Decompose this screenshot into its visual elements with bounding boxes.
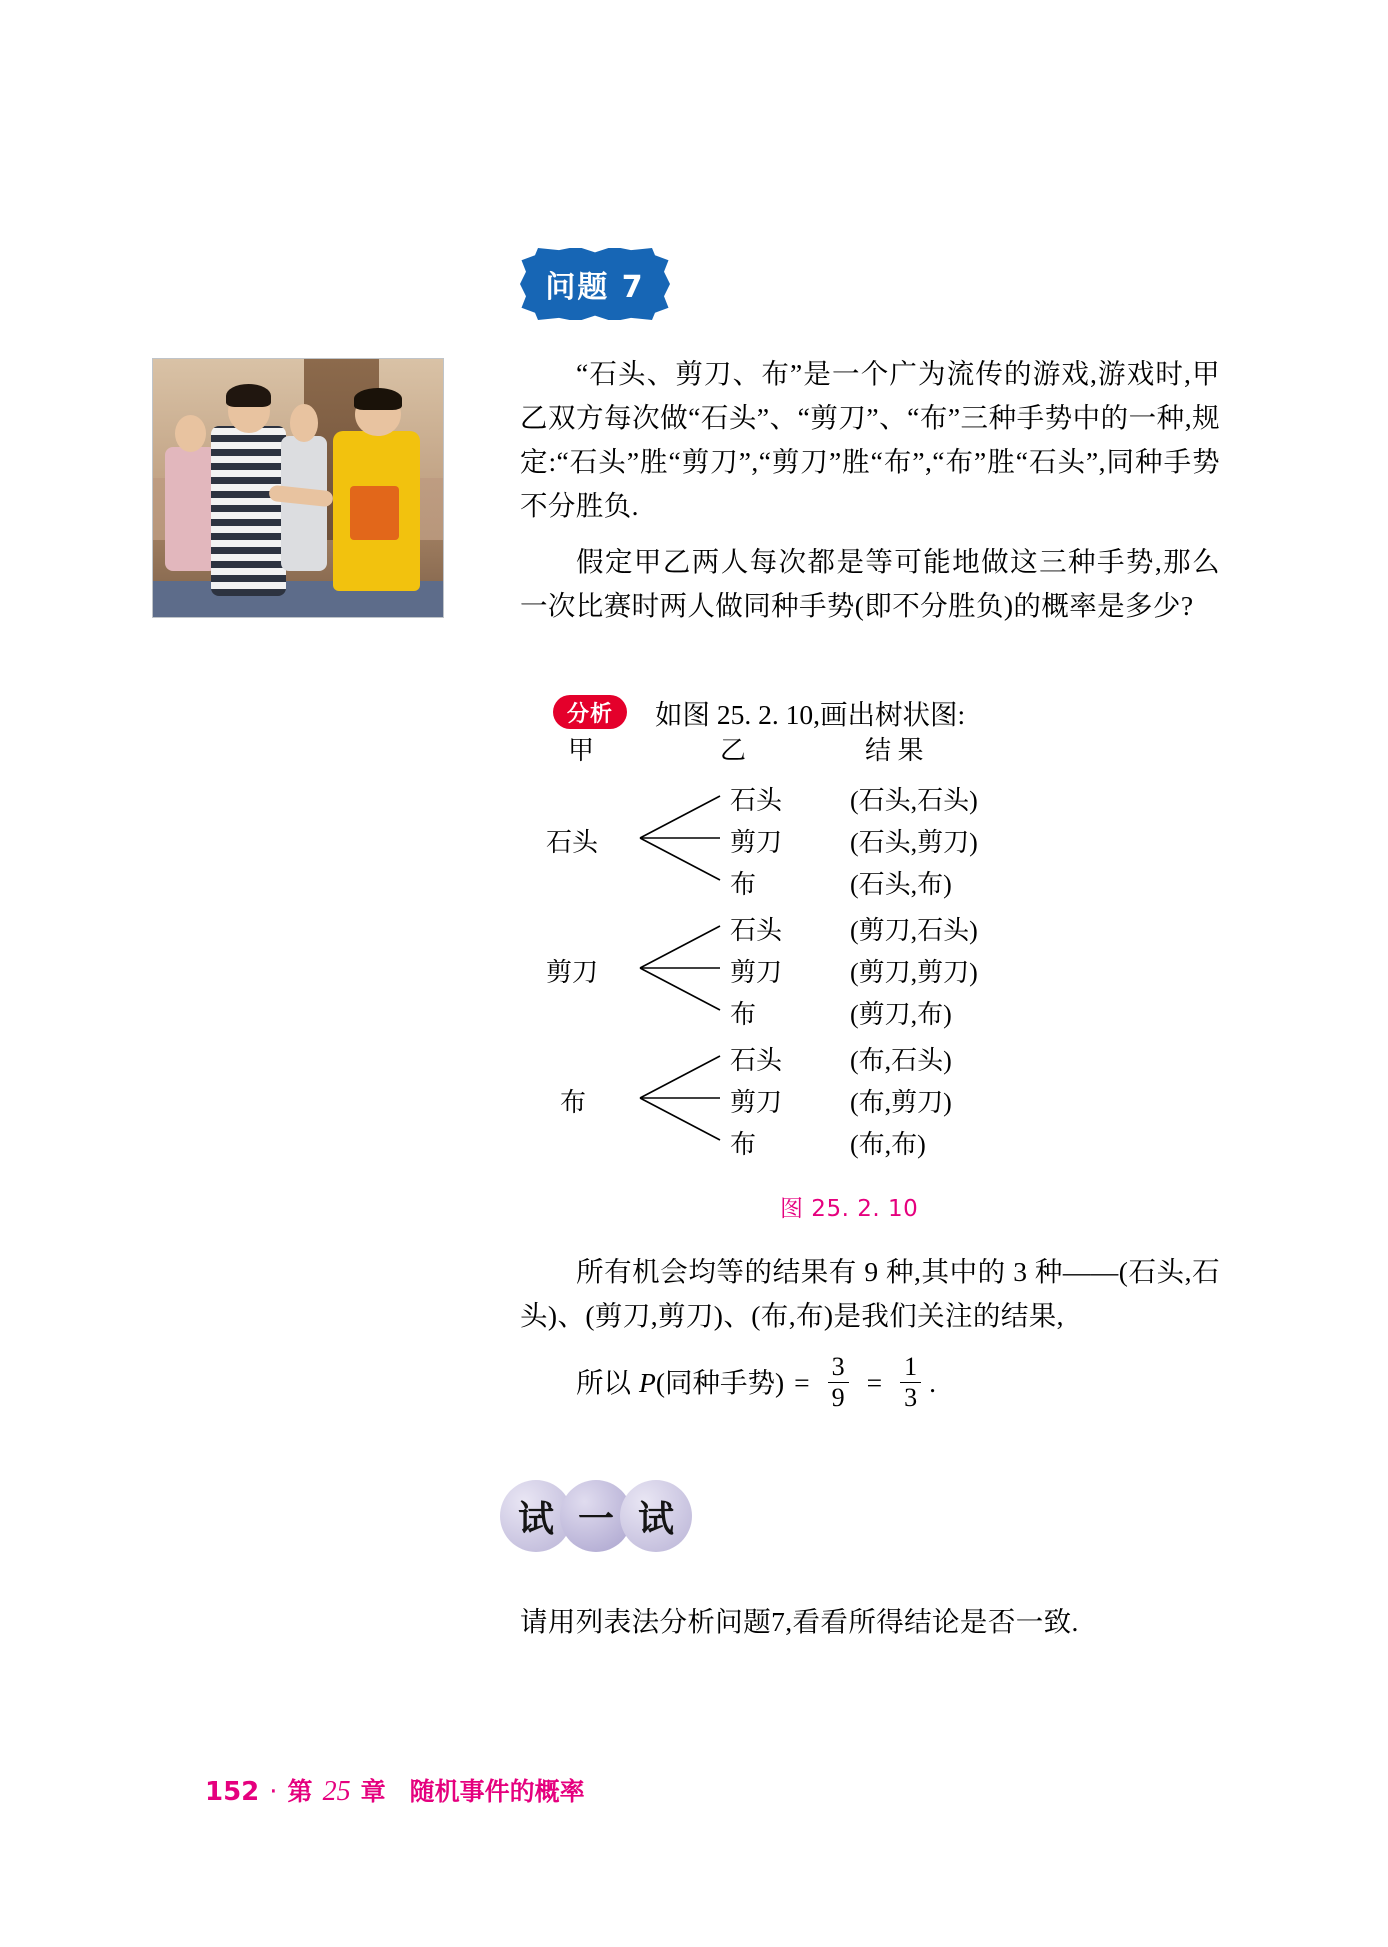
- fraction-one-third: [900, 1352, 921, 1413]
- tree-result-1-2: (石头,剪刀): [850, 828, 978, 857]
- photo-children-playing: [152, 358, 444, 618]
- analysis-tag: 分析: [553, 695, 627, 729]
- tree-result-2-2: (剪刀,剪刀): [850, 958, 978, 987]
- analysis-section: [553, 692, 965, 732]
- tree-header-first: 甲: [568, 736, 595, 765]
- photo-child-background: [165, 447, 217, 571]
- try-it-char-2: 一: [577, 1498, 614, 1540]
- conclusion-line: [520, 1352, 1220, 1413]
- tree-node-second-1-1: 石头: [730, 786, 783, 815]
- paragraph-try-it-task: 请用列表法分析问题7,看看所得结论是否一致.: [520, 1606, 1079, 1637]
- tree-node-second-2-1: 石头: [730, 916, 783, 945]
- footer-dot: ·: [269, 1777, 278, 1807]
- footer-chapter-prefix: 第: [287, 1777, 313, 1806]
- badge-label: 问题 7: [545, 270, 645, 305]
- conclusion-equals-1: =: [794, 1366, 810, 1398]
- fraction-denominator: 9: [828, 1382, 849, 1413]
- try-it-heading: [500, 1480, 710, 1554]
- photo-child-yellow: [333, 431, 420, 591]
- tree-node-second-1-2: 剪刀: [730, 828, 783, 857]
- try-it-char-3: 试: [637, 1498, 674, 1540]
- footer-chapter-number: 25: [322, 1776, 351, 1807]
- tree-node-second-1-3: 布: [730, 870, 757, 899]
- try-it-char-1: 试: [517, 1498, 554, 1540]
- photo-child-striped: [211, 426, 286, 596]
- paragraph-problem-statement: “石头、剪刀、布”是一个广为流传的游戏,游戏时,甲乙双方每次做“石头”、“剪刀”、“布”三种手势中的一种,规定:“石头”胜“剪刀”,“剪刀”胜“布”,“布”胜“石头”,同种手势不分胜负.: [520, 358, 1220, 521]
- fraction-three-ninths: [828, 1352, 849, 1413]
- tree-node-second-3-1: 石头: [730, 1046, 783, 1075]
- tree-result-2-3: (剪刀,布): [850, 1000, 952, 1029]
- tree-node-first-3: 布: [560, 1088, 587, 1117]
- tree-node-second-2-3: 布: [730, 1000, 757, 1029]
- tree-result-3-3: (布,布): [850, 1130, 926, 1159]
- fraction-numerator: 3: [831, 1352, 845, 1381]
- tree-diagram: [520, 736, 1220, 1172]
- footer-chapter-suffix: 章: [360, 1777, 386, 1806]
- conclusion-event: (同种手势): [655, 1366, 785, 1398]
- page-number: 152: [205, 1777, 260, 1807]
- tree-result-1-3: (石头,布): [850, 870, 952, 899]
- tree-header-second: 乙: [720, 736, 747, 765]
- analysis-text: 如图 25. 2. 10,画出树状图:: [655, 699, 966, 730]
- tree-node-first-2: 剪刀: [546, 958, 599, 987]
- fraction-numerator: 1: [904, 1352, 918, 1381]
- tree-header-result: 结 果: [865, 736, 924, 765]
- fraction-denominator: 3: [900, 1382, 921, 1413]
- tree-result-3-1: (布,石头): [850, 1046, 952, 1075]
- probability-symbol: P: [639, 1366, 656, 1398]
- conclusion-equals-2: =: [866, 1366, 883, 1398]
- conclusion-period: .: [929, 1366, 937, 1398]
- problem-badge: [520, 248, 670, 320]
- footer-chapter-title: 随机事件的概率: [409, 1777, 585, 1806]
- tree-node-first-1: 石头: [546, 828, 599, 857]
- tree-result-3-2: (布,剪刀): [850, 1088, 952, 1117]
- tree-result-1-1: (石头,石头): [850, 786, 978, 815]
- tree-node-second-2-2: 剪刀: [730, 958, 783, 987]
- conclusion-lead: 所以: [576, 1366, 631, 1398]
- tree-node-second-3-3: 布: [730, 1130, 757, 1159]
- figure-caption: 图 25. 2. 10: [780, 1196, 919, 1222]
- paragraph-question: 假定甲乙两人每次都是等可能地做这三种手势,那么一次比赛时两人做同种手势(即不分胜负)的概率是多少?: [520, 546, 1220, 621]
- page-footer: [205, 1772, 585, 1808]
- paragraph-outcomes: 所有机会均等的结果有 9 种,其中的 3 种——(石头,石头)、(剪刀,剪刀)、(布,布)是我们关注的结果,: [520, 1256, 1220, 1331]
- tree-node-second-3-2: 剪刀: [730, 1088, 783, 1117]
- tree-result-2-1: (剪刀,石头): [850, 916, 978, 945]
